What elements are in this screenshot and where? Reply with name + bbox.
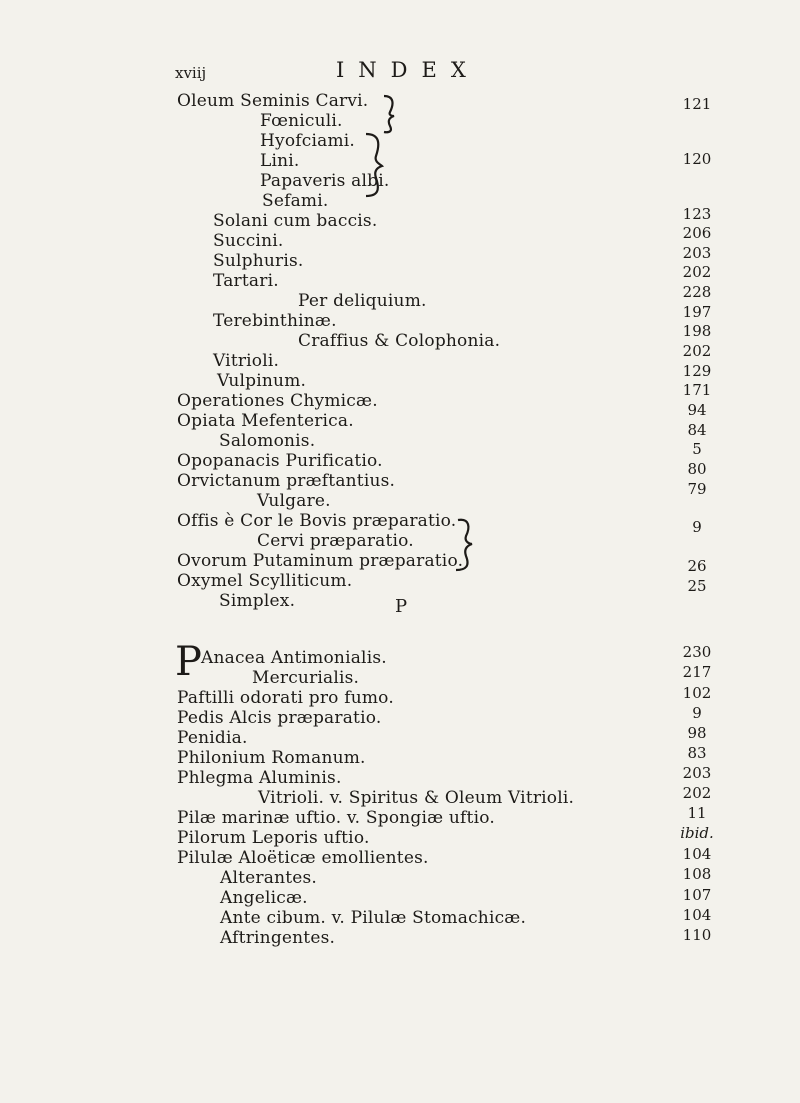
page-ref: 202 xyxy=(682,784,712,802)
page-ref: 83 xyxy=(687,744,707,762)
section-letter: P xyxy=(395,596,408,617)
entry-solani: Solani cum baccis. xyxy=(213,211,378,231)
page-ref: 79 xyxy=(687,480,707,498)
page-ref: 123 xyxy=(682,205,712,223)
entry-sesami: Sefami. xyxy=(262,191,329,211)
entry-pilulae-aloeticae: Pilulæ Aloëticæ emollientes. xyxy=(177,848,429,868)
entry-orvictanum: Orvictanum præftantius. xyxy=(177,471,396,491)
drop-capital: P xyxy=(175,639,202,685)
page-ref: 206 xyxy=(682,224,712,242)
page-ref: 228 xyxy=(682,283,712,301)
entry-simplex: Simplex. xyxy=(219,591,296,611)
entry-succini: Succini. xyxy=(213,231,284,251)
entry-philonium-romanum: Philonium Romanum. xyxy=(177,748,366,768)
entry-cervi-praeparatio: Cervi præparatio. xyxy=(257,531,414,551)
entry-penidia: Penidia. xyxy=(177,728,248,748)
page-ref: 217 xyxy=(682,663,712,681)
page-ref: 108 xyxy=(682,865,712,883)
entry-panacea-antimonialis: Anacea Antimonialis. xyxy=(201,648,387,668)
page-ref: 9 xyxy=(692,518,702,536)
page-ref: 26 xyxy=(687,557,707,575)
page-ref: 94 xyxy=(687,401,707,419)
entry-crassius-colophonia: Craffius & Colophonia. xyxy=(298,331,501,351)
entry-per-deliquium: Per deliquium. xyxy=(298,291,427,311)
entry-papaveris-albi: Papaveris albi. xyxy=(260,171,390,191)
entry-ovorum-putaminum: Ovorum Putaminum præparatio. xyxy=(177,551,464,571)
page-ref: 107 xyxy=(682,886,712,904)
entry-opiata-mesenterica: Opiata Mefenterica. xyxy=(177,411,354,431)
entry-tartari: Tartari. xyxy=(213,271,279,291)
page-ref: 203 xyxy=(682,764,712,782)
entry-ante-cibum: Ante cibum. v. Pilulæ Stomachicæ. xyxy=(220,908,527,928)
page-ref: 202 xyxy=(682,342,712,360)
entry-astringentes: Aftringentes. xyxy=(220,928,336,948)
entry-lini: Lini. xyxy=(260,151,300,171)
page-ref: 197 xyxy=(682,303,712,321)
entry-opopanacis: Opopanacis Purificatio. xyxy=(177,451,383,471)
page-ref: 25 xyxy=(687,577,707,595)
entry-ossis-e-corde-bovis: Offis è Cor le Bovis præparatio. xyxy=(177,511,457,531)
entry-oxymel-scylliticum: Oxymel Scylliticum. xyxy=(177,571,353,591)
page-ref: 110 xyxy=(682,926,712,944)
entry-salomonis: Salomonis. xyxy=(219,431,316,451)
entry-hyosciami: Hyofciami. xyxy=(260,131,356,151)
entry-operationes-chymicae: Operationes Chymicæ. xyxy=(177,391,378,411)
entry-foeniculi: Fœniculi. xyxy=(260,111,343,131)
index-heading: INDEX xyxy=(336,58,480,82)
entry-pilorum-leporis: Pilorum Leporis uftio. xyxy=(177,828,370,848)
entry-phlegma-vitrioli: Vitrioli. v. Spiritus & Oleum Vitrioli. xyxy=(258,788,575,808)
page-ref: 84 xyxy=(687,421,707,439)
entry-alterantes: Alterantes. xyxy=(220,868,318,888)
page-ref: ibid. xyxy=(680,824,714,842)
entry-mercurialis: Mercurialis. xyxy=(252,668,360,688)
brace-ossis-group xyxy=(454,516,476,572)
page-ref: 121 xyxy=(682,95,712,113)
page-ref: 198 xyxy=(682,322,712,340)
brace-small-carvi xyxy=(380,94,402,134)
entry-sulphuris: Sulphuris. xyxy=(213,251,304,271)
entry-pastilli: Paftilli odorati pro fumo. xyxy=(177,688,394,708)
entry-angelicae: Angelicæ. xyxy=(220,888,308,908)
page-ref: 5 xyxy=(692,440,702,458)
page-ref: 104 xyxy=(682,845,712,863)
page-ref: 98 xyxy=(687,724,707,742)
page-ref: 104 xyxy=(682,906,712,924)
entry-terebinthinae: Terebinthinæ. xyxy=(213,311,337,331)
page-ref: 202 xyxy=(682,263,712,281)
page-ref: 120 xyxy=(682,150,712,168)
entry-pilae-marinae: Pilæ marinæ uftio. v. Spongiæ uftio. xyxy=(177,808,495,828)
entry-vitrioli: Vitrioli. xyxy=(213,351,280,371)
page-ref: 11 xyxy=(687,804,707,822)
entry-vulgare: Vulgare. xyxy=(257,491,331,511)
entry-oleum-seminis-carvi: Oleum Seminis Carvi. xyxy=(177,91,369,111)
entry-pedis-alcis: Pedis Alcis præparatio. xyxy=(177,708,382,728)
page-ref: 230 xyxy=(682,643,712,661)
page-ref: 9 xyxy=(692,704,702,722)
page-ref: 102 xyxy=(682,684,712,702)
entry-vulpinum: Vulpinum. xyxy=(217,371,307,391)
entry-phlegma-aluminis: Phlegma Aluminis. xyxy=(177,768,342,788)
brace-seeds-group xyxy=(362,132,386,200)
page-number-roman: xviij xyxy=(175,64,207,82)
page-ref: 203 xyxy=(682,244,712,262)
page-ref: 171 xyxy=(682,381,712,399)
page-ref: 80 xyxy=(687,460,707,478)
page-ref: 129 xyxy=(682,362,712,380)
